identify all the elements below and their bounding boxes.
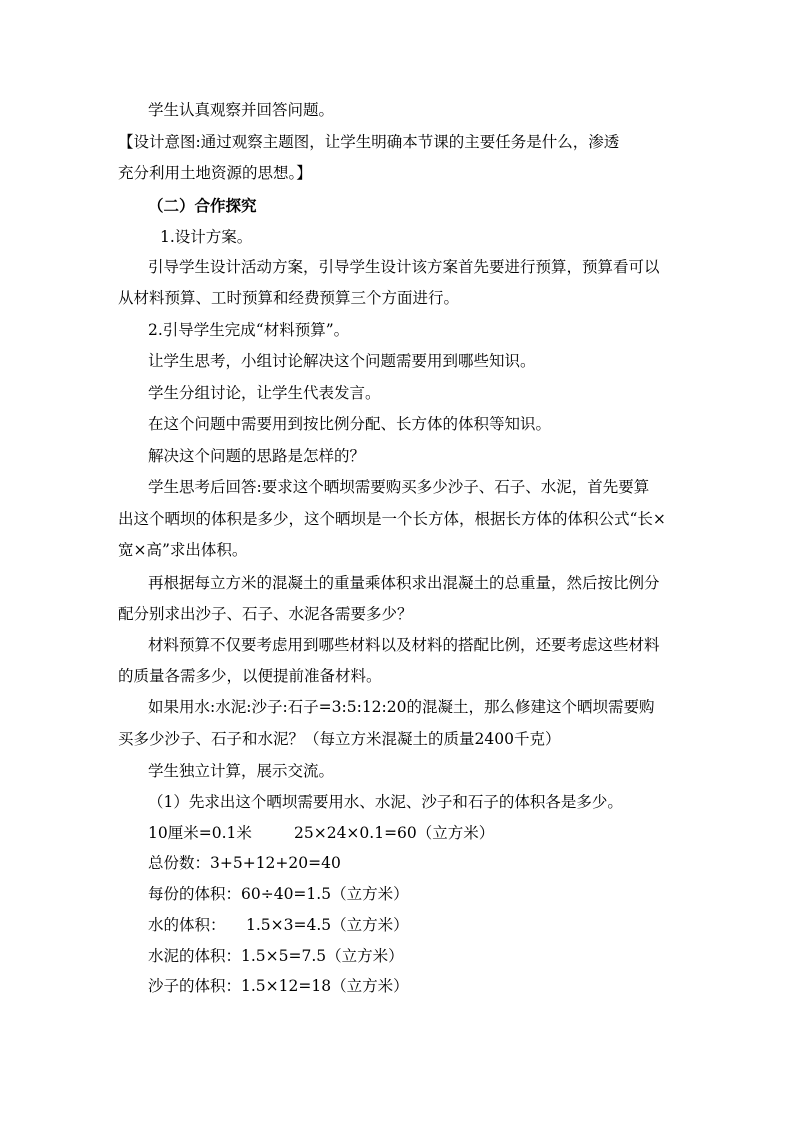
text-line: 学生思考后回答:要求这个晒坝需要购买多少沙子、石子、水泥，首先要算 <box>148 478 650 496</box>
calc-line: 总份数：3+5+12+20=40 <box>148 854 341 872</box>
text-line: 学生认真观察并回答问题。 <box>148 101 335 119</box>
text-line: 让学生思考，小组讨论解决这个问题需要用到哪些知识。 <box>148 352 536 370</box>
text-line: 宽×高”求出体积。 <box>118 541 248 559</box>
text-line: 学生独立计算，展示交流。 <box>148 762 335 780</box>
section-heading: （二）合作探究 <box>148 196 257 215</box>
text-line: 配分别求出沙子、石子、水泥各需要多少？ <box>118 605 413 623</box>
calc-line: 每份的体积：60÷40=1.5（立方米） <box>148 885 409 903</box>
text-line: 引导学生设计活动方案，引导学生设计该方案首先要进行预算，预算看可以 <box>148 258 660 276</box>
text-line: 学生分组讨论，让学生代表发言。 <box>148 384 381 402</box>
calc-line: 1.5×3=4.5（立方米） <box>246 916 409 934</box>
text-line: 再根据每立方米的混凝土的重量乘体积求出混凝土的总重量，然后按比例分 <box>148 574 660 592</box>
calc-line: 水的体积： <box>148 916 226 934</box>
text-line: 解决这个问题的思路是怎样的？ <box>148 447 366 465</box>
text-line: 在这个问题中需要用到按比例分配、长方体的体积等知识。 <box>148 415 552 433</box>
step-heading: 2.引导学生完成“材料预算”。 <box>148 321 350 339</box>
text-line: （1）先求出这个晒坝需要用水、水泥、沙子和石子的体积各是多少。 <box>148 793 623 811</box>
text-line: 买多少沙子、石子和水泥？（每立方米混凝土的质量2400千克） <box>118 730 561 748</box>
calc-line: 沙子的体积：1.5×12=18（立方米） <box>148 977 409 995</box>
text-line: 如果用水:水泥:沙子:石子=3:5:12:20的混凝土，那么修建这个晒坝需要购 <box>148 698 655 716</box>
calc-line: 25×24×0.1=60（立方米） <box>294 824 495 842</box>
step-heading: 1.设计方案。 <box>160 228 253 246</box>
text-line: 的质量各需多少，以便提前准备材料。 <box>118 667 382 685</box>
design-intent-line: 【设计意图:通过观察主题图，让学生明确本节课的主要任务是什么，渗透 <box>118 133 620 151</box>
calc-line: 10厘米=0.1米 <box>148 824 252 842</box>
text-line: 材料预算不仅要考虑用到哪些材料以及材料的搭配比例，还要考虑这些材料 <box>148 636 660 654</box>
text-line: 出这个晒坝的体积是多少，这个晒坝是一个长方体，根据长方体的体积公式“长× <box>118 510 666 528</box>
calc-line: 水泥的体积：1.5×5=7.5（立方米） <box>148 947 404 965</box>
design-intent-line: 充分利用土地资源的思想。】 <box>118 164 312 182</box>
text-line: 从材料预算、工时预算和经费预算三个方面进行。 <box>118 289 460 307</box>
